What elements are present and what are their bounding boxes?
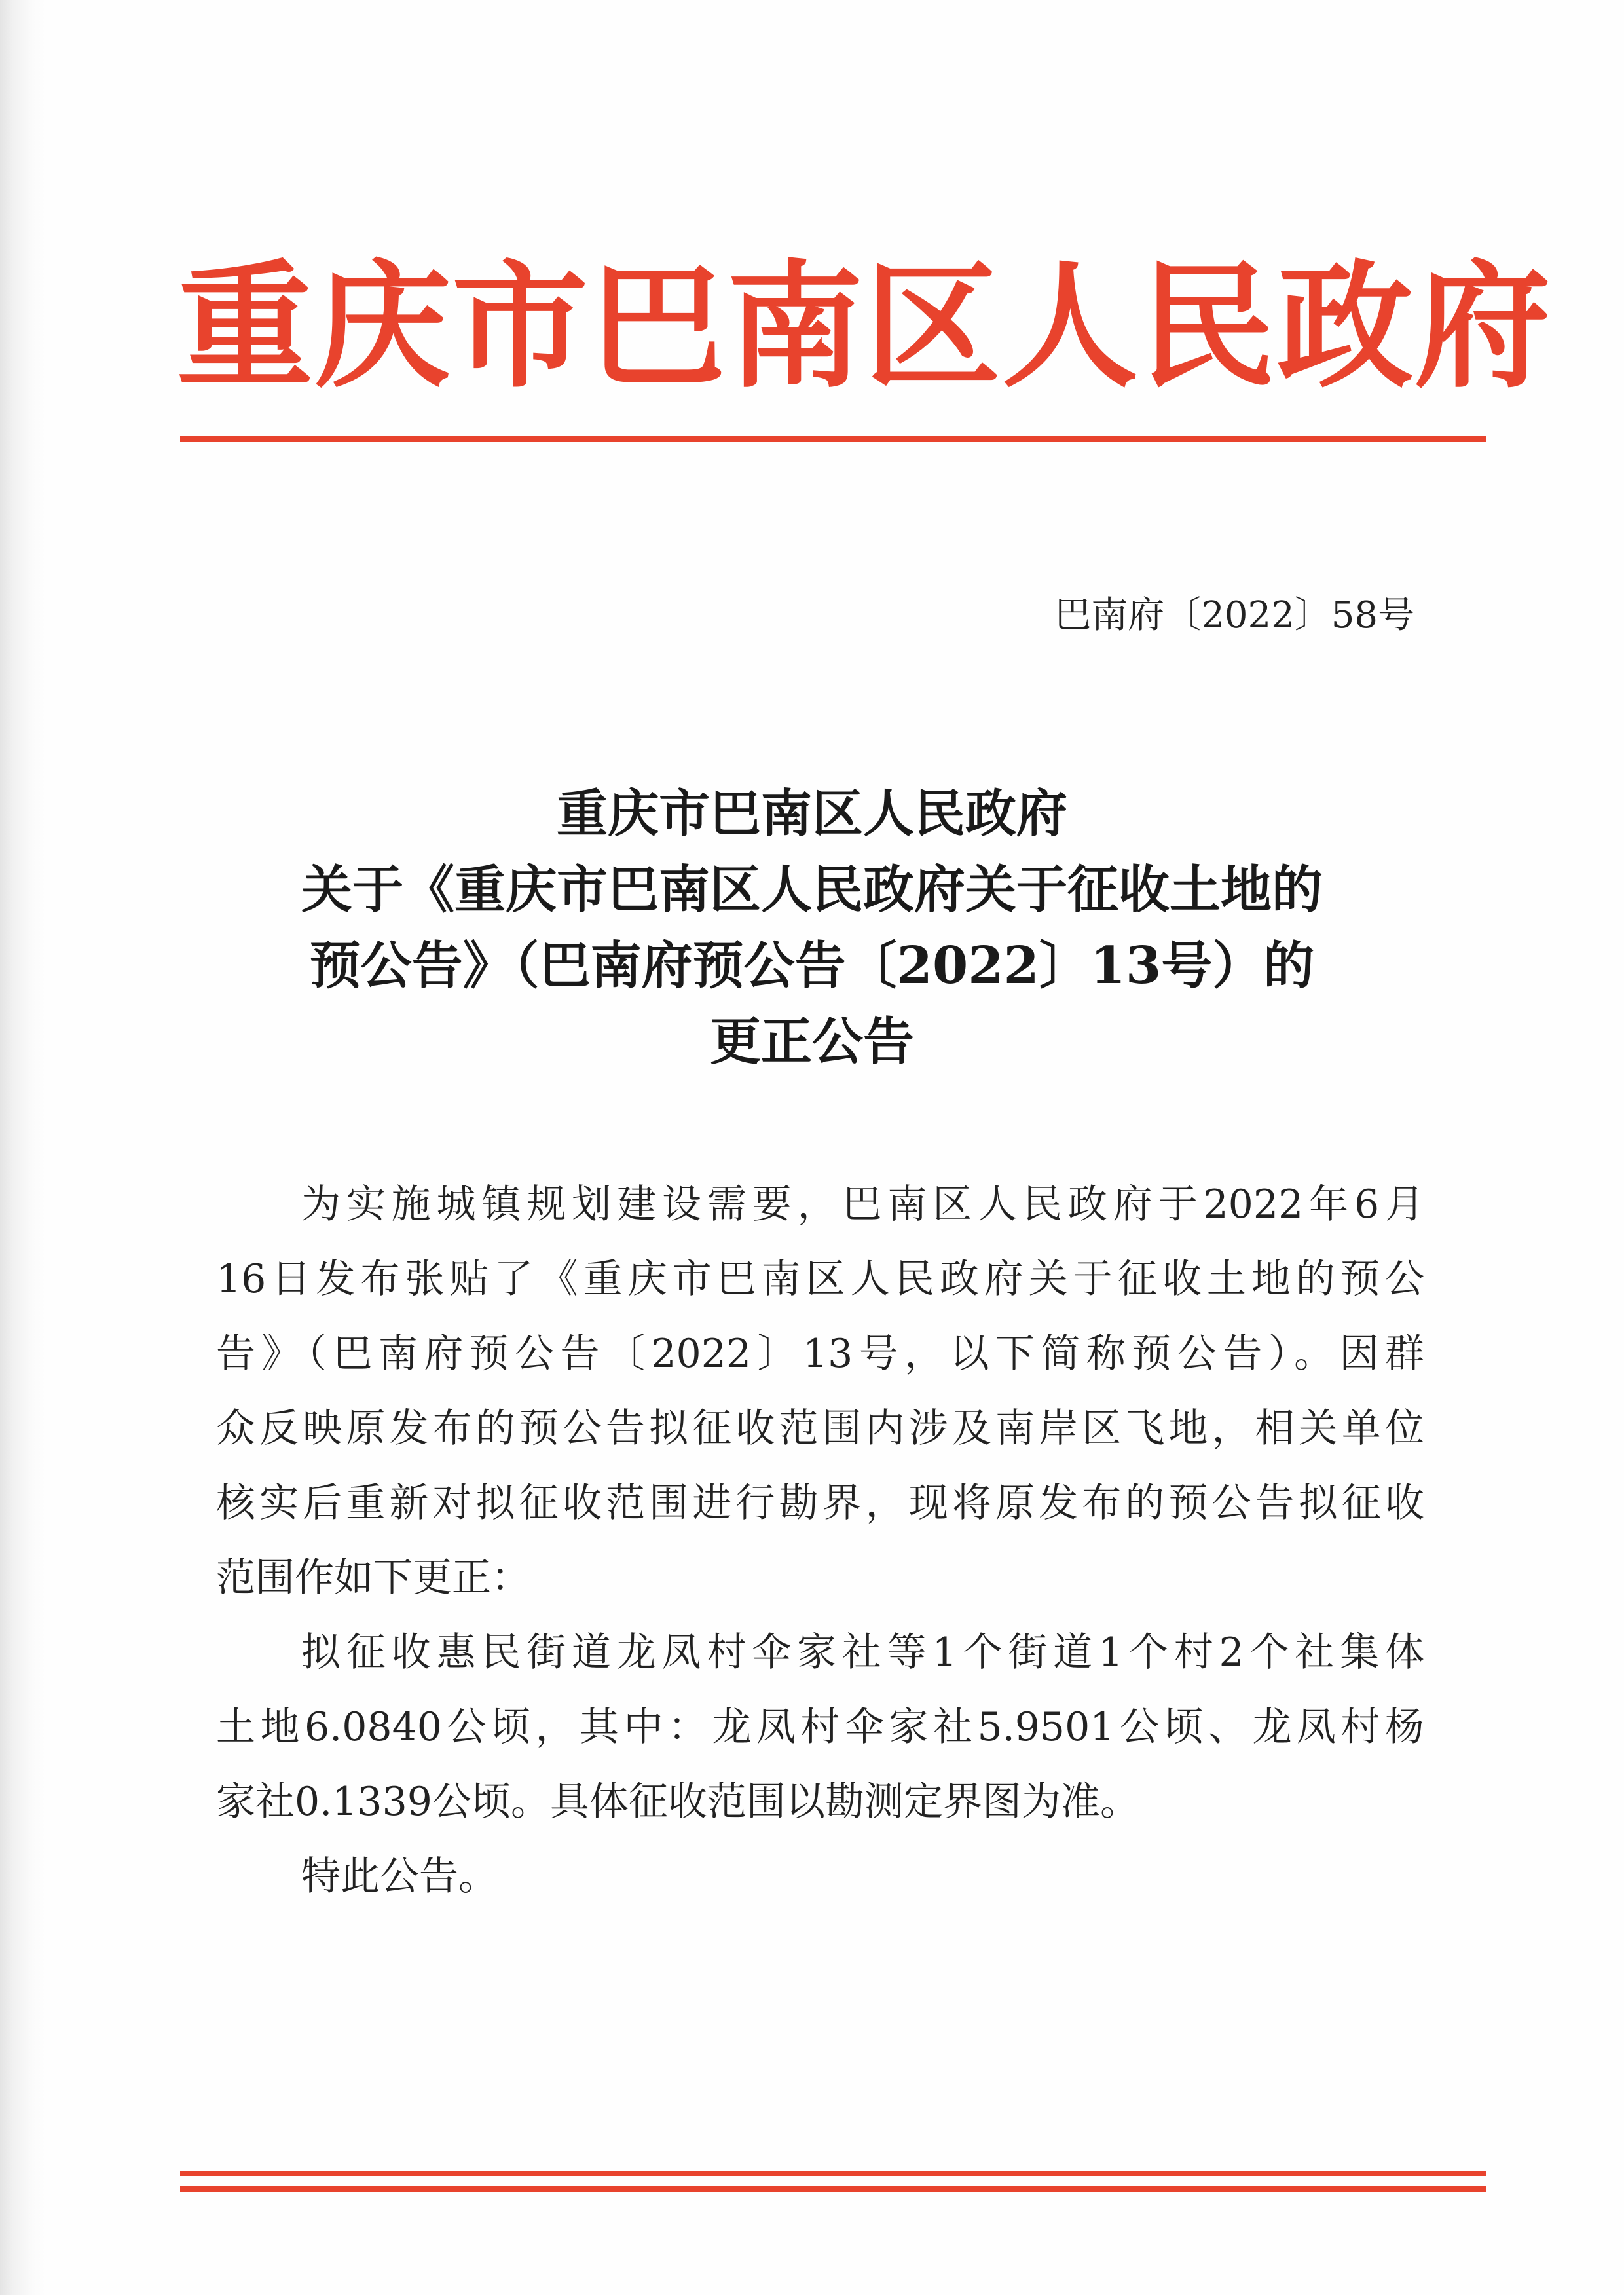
body-line: 告》（巴南府预公告〔2022〕13号，以下简称预公告）。因群 xyxy=(216,1331,1424,1377)
issuer-red-header: 重庆市巴南区人民政府 xyxy=(177,248,1552,407)
red-separator-bottom xyxy=(180,2171,1486,2176)
red-separator-top xyxy=(180,436,1486,442)
body-line: 核实后重新对拟征收范围进行勘界，现将原发布的预公告拟征收 xyxy=(216,1480,1424,1526)
body-line: 16日发布张贴了《重庆市巴南区人民政府关于征收土地的预公 xyxy=(216,1256,1424,1302)
red-separator-bottom xyxy=(180,2186,1486,2192)
body-line: 土地6.0840公顷，其中：龙凤村伞家社5.9501公顷、龙凤村杨 xyxy=(216,1704,1424,1750)
title-line: 关于《重庆市巴南区人民政府关于征收土地的 xyxy=(301,860,1323,920)
body-line: 范围作如下更正： xyxy=(216,1555,530,1601)
title-line: 预公告》（巴南府预公告〔2022〕13号）的 xyxy=(309,936,1315,996)
notice-body xyxy=(216,1167,1424,1914)
body-line: 为实施城镇规划建设需要，巴南区人民政府于2022年6月 xyxy=(301,1182,1424,1227)
closing-line: 特此公告。 xyxy=(301,1854,498,1899)
notice-title xyxy=(183,776,1441,1080)
body-line: 家社0.1339公顷。具体征收范围以勘测定界图为准。 xyxy=(216,1779,1139,1825)
title-line: 重庆市巴南区人民政府 xyxy=(556,784,1067,844)
document-number: 巴南府〔2022〕58号 xyxy=(1054,594,1414,637)
body-line: 拟征收惠民街道龙凤村伞家社等1个街道1个村2个社集体 xyxy=(301,1630,1424,1675)
scan-edge-shadow xyxy=(0,0,46,2295)
title-line: 更正公告 xyxy=(709,1012,914,1072)
body-line: 众反映原发布的预公告拟征收范围内涉及南岸区飞地，相关单位 xyxy=(216,1406,1424,1451)
